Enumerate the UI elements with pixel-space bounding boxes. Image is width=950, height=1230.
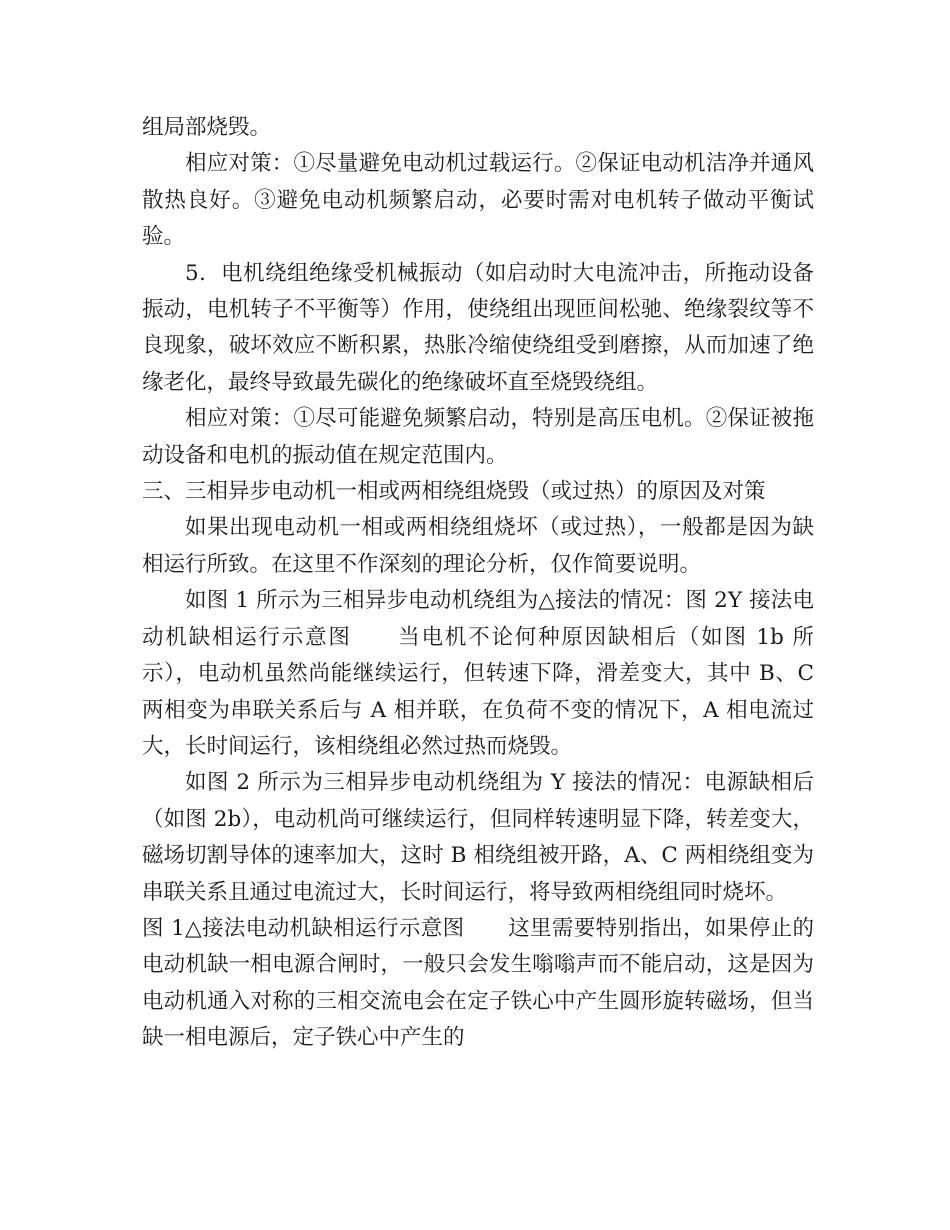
section-heading: 三、三相异步电动机一相或两相绕组烧毁（或过热）的原因及对策 — [142, 479, 766, 505]
paragraph: 5．电机绕组绝缘受机械振动（如启动时大电流冲击，所拖动设备振动，电机转子不平衡等）作用，使绕组出现匝间松驰、绝缘裂纹等不良现象，破坏效应不断积累，热胀冷缩使绕组受到磨擦，从而加速了绝缘老化，最终导致最先碳化的绝缘破坏直至烧毁绕组。 — [142, 260, 814, 395]
paragraph: 如图 2 所示为三相异步电动机绕组为 Y 接法的情况：电源缺相后（如图 2b），电动机尚可继续运行，但同样转速明显下降，转差变大，磁场切割导体的速率加大，这时 B 相绕组被开路，A、C 两相绕组变为串联关系且通过电流过大，长时间运行，将导致两相绕组同时烧坏。 — [142, 770, 814, 905]
paragraph: 如图 1 所示为三相异步电动机绕组为△接法的情况：图 2Y 接法电动机缺相运行示意图 当电机不论何种原因缺相后（如图 1b 所示），电动机虽然尚能继续运行，但转速下降，滑差变大，其中 B、C 两相变为串联关系后与 A 相并联，在负荷不变的情况下，A 相电流过大，长时间运行，该相绕组必然过热而烧毁。 — [142, 588, 814, 759]
paragraph: 相应对策：①尽量避免电动机过载运行。②保证电动机洁净并通风散热良好。③避免电动机频繁启动，必要时需对电机转子做动平衡试验。 — [142, 151, 814, 250]
paragraph: 如果出现电动机一相或两相绕组烧坏（或过热），一般都是因为缺相运行所致。在这里不作深刻的理论分析，仅作简要说明。 — [142, 515, 814, 577]
paragraph: 图 1△接法电动机缺相运行示意图 这里需要特别指出，如果停止的电动机缺一相电源合闸时，一般只会发生嗡嗡声而不能启动，这是因为电动机通入对称的三相交流电会在定子铁心中产生圆形旋转磁场，但当缺一相电源后，定子铁心中产生的 — [142, 915, 814, 1051]
document-body — [142, 110, 814, 1057]
paragraph: 组局部烧毁。 — [142, 115, 272, 140]
paragraph: 相应对策：①尽可能避免频繁启动，特别是高压电机。②保证被拖动设备和电机的振动值在规定范围内。 — [142, 406, 814, 468]
